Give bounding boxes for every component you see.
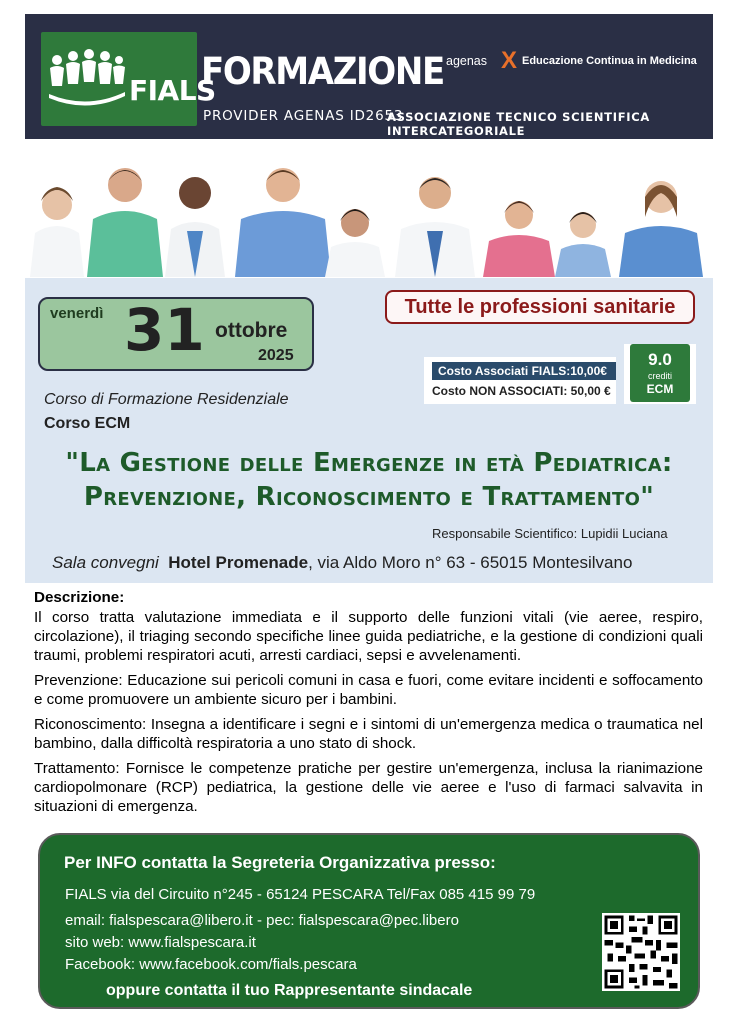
header-banner — [25, 14, 713, 139]
description-paragraph: Il corso tratta valutazione immediata e il supporto delle funzioni vitali (vie aeree, respiro, circolazione), il triaging secondo specifiche linee guida pediatriche, e la gestione di condizioni quali traumi, problemi respiratori acuti, arresti cardiaci, sepsi e avvelenamenti. — [34, 609, 703, 664]
description — [34, 588, 703, 822]
people-logo-icon — [45, 48, 129, 108]
course-type: Corso di Formazione Residenziale — [44, 391, 289, 408]
credits-unit: ECM — [646, 382, 674, 396]
course-ecm-label: Corso ECM — [44, 415, 131, 432]
qr-code-icon[interactable] — [602, 913, 680, 991]
contact-address: FIALS via del Circuito n°245 - 65124 PESCARA Tel/Fax 085 415 99 79 — [65, 886, 536, 903]
course-title-line-2: Prevenzione, Riconoscimento e Trattamento" — [83, 482, 655, 512]
venue-address: , via Aldo Moro n° 63 - 65015 Montesilvano — [308, 553, 633, 572]
credits-word: crediti — [647, 371, 672, 381]
course-title-line-1: "La Gestione delle Emergenze in età Pediatrica: — [65, 448, 673, 478]
cost-non-members: Costo NON ASSOCIATI: 50,00 € — [432, 384, 611, 398]
course-title — [28, 446, 710, 514]
venue-sala: Sala convegni — [52, 553, 159, 572]
contact-heading: Per INFO contatta la Segreteria Organizzativa presso: — [64, 853, 496, 872]
cost-box — [424, 357, 616, 404]
description-paragraph: Prevenzione: Educazione sui pericoli comuni in casa e fuori, come evitare incidenti e soffocamento e come promuovere un ambiente sicuro per i bambini. — [34, 672, 703, 708]
venue — [52, 553, 632, 573]
ecm-credits-inner — [630, 344, 690, 402]
event-date-box — [38, 297, 314, 371]
description-paragraph: Trattamento: Fornisce le competenze pratiche per gestire un'emergenza, inclusa la rianimazione cardiopolmonare (RCP) pediatrica, la gestione delle vie aeree e l'uso di farmaci salvavita in situazioni di emergenza. — [34, 760, 703, 815]
contact-footer — [38, 833, 700, 1009]
ecm-header-label: Educazione Continua in Medicina — [522, 55, 697, 67]
scientific-responsible: Responsabile Scientifico: Lupidii Luciana — [432, 526, 668, 541]
event-year: 2025 — [258, 347, 294, 364]
fials-logo — [41, 32, 216, 126]
ecm-credits-badge — [624, 344, 696, 404]
agenas-x-icon: X — [501, 47, 518, 74]
cost-members: Costo Associati FIALS:10,00€ — [432, 362, 616, 380]
event-day: 31 — [124, 296, 205, 364]
contact-email[interactable]: email: fialspescara@libero.it - pec: fialspescara@pec.libero — [65, 912, 459, 929]
credits-value: 9.0 — [648, 350, 672, 369]
contact-facebook[interactable]: Facebook: www.facebook.com/fials.pescara — [65, 956, 357, 973]
event-weekday: venerdì — [50, 305, 104, 322]
description-paragraph: Riconoscimento: Insegna a identificare i segni e i sintomi di un'emergenza medica o traumatica nel bambino, dalla difficoltà respiratoria a uno stato di shock. — [34, 716, 703, 752]
association-label: ASSOCIAZIONE TECNICO SCIENTIFICA INTERCATEGORIALE — [387, 110, 650, 138]
logo-fials-text: FIALS — [129, 74, 216, 107]
contact-representative: oppure contatta il tuo Rappresentante sindacale — [106, 982, 473, 999]
healthcare-staff-image — [25, 153, 713, 277]
event-month: ottobre — [215, 319, 288, 342]
description-heading: Descrizione: — [34, 589, 125, 606]
professions-badge: Tutte le professioni sanitarie — [385, 290, 695, 324]
venue-hotel: Hotel Promenade — [168, 553, 309, 572]
logo-formazione-text: FORMAZIONE — [201, 50, 444, 93]
contact-website[interactable]: sito web: www.fialspescara.it — [65, 934, 256, 951]
provider-id: PROVIDER AGENAS ID2653 — [203, 108, 404, 124]
agenas-logo-text: agenas — [446, 54, 488, 68]
